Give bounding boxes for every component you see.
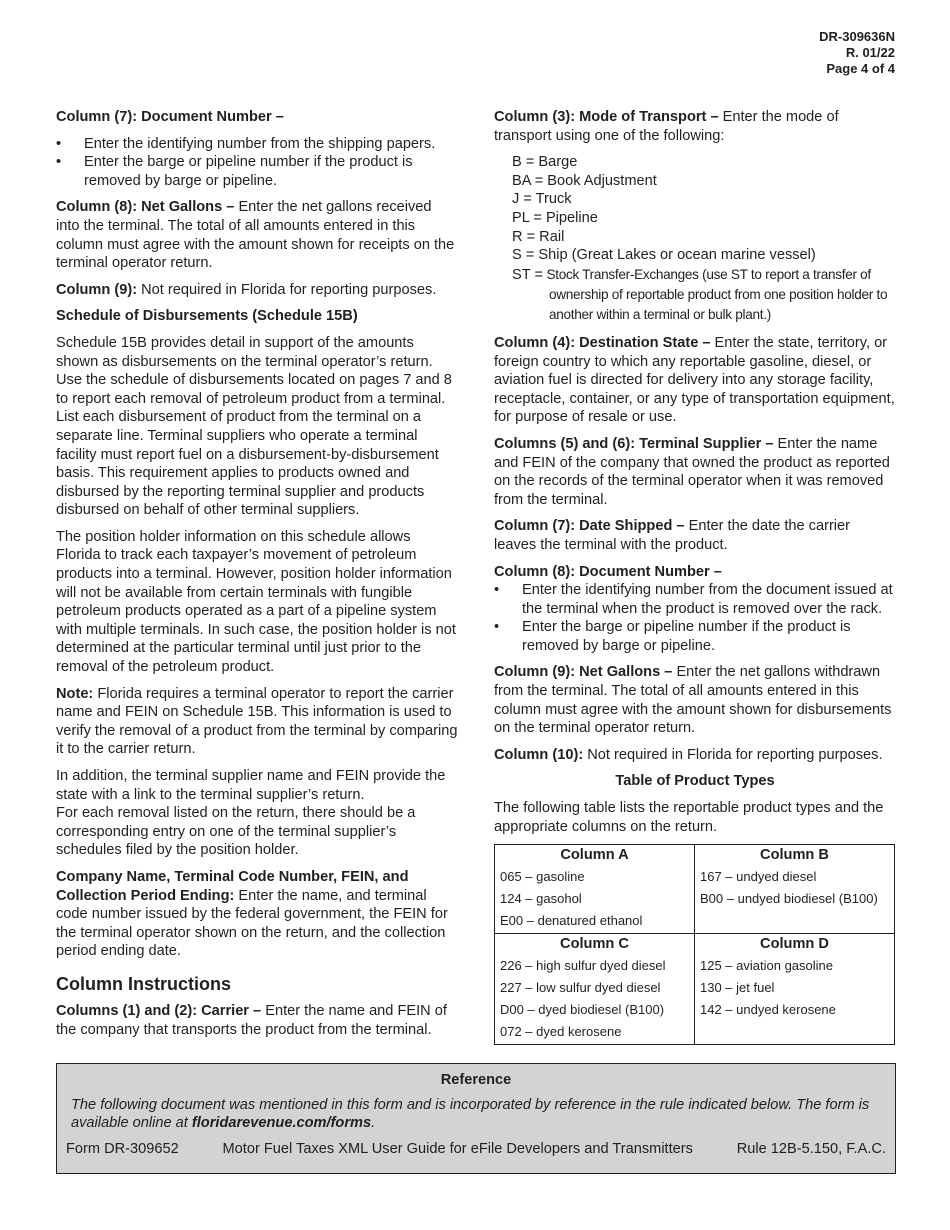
- column-b-header: Column B: [760, 847, 829, 864]
- list-item: 226 – high sulfur dyed diesel: [500, 958, 666, 974]
- left-column: [56, 108, 458, 1047]
- column-a-header: Column A: [560, 847, 629, 864]
- list-item: PL = Pipeline: [512, 209, 598, 226]
- reference-text: [66, 1096, 886, 1133]
- reference-period: .: [371, 1115, 376, 1132]
- col4-destination-paragraph: [494, 334, 896, 427]
- col7-label: Column (7): Date Shipped –: [494, 518, 685, 535]
- schedule-15b-heading: Schedule of Disbursements (Schedule 15B): [56, 308, 358, 325]
- company-label: Company Name, Terminal Code Number, FEIN, and Collection Period Ending:: [56, 868, 409, 904]
- list-item: E00 – denatured ethanol: [500, 913, 643, 929]
- col9-paragraph: [56, 281, 458, 300]
- addition-line-2: For each removal listed on the return, there should be a corresponding entry on one of the terminal supplier’s schedules filed by the position holder.: [56, 805, 416, 859]
- list-item: 142 – undyed kerosene: [700, 1002, 836, 1018]
- table-row: [495, 934, 895, 1045]
- col8-doc-number-heading: Column (8): Document Number –: [494, 563, 722, 580]
- column-c-cell: [495, 934, 695, 1045]
- col8-text: Enter the net gallons received into the terminal. The total of all amounts entered in this column must agree with the amount shown for receipts on the terminal operator return.: [56, 199, 455, 272]
- column-c-header: Column C: [560, 936, 629, 953]
- col56-supplier-paragraph: [494, 435, 896, 509]
- col10-paragraph: [494, 746, 896, 765]
- schedule-paragraph-1: Schedule 15B provides detail in support of the amounts shown as disbursements on the terminal operator’s return. Use the schedule of disbursements located on pages 7 and 8 to report each removal of petroleum product from a terminal. List each disbursement of product from the terminal on a separate line. Terminal suppliers who operate a terminal facility must report fuel on a disbursement-by-disbursement basis. This requirement applies to products owned and disbursed by the reporting terminal supplier and products disbursed on behalf of other terminal suppliers.: [56, 334, 452, 519]
- reference-box: [56, 1063, 896, 1174]
- form-revision: R. 01/22: [845, 45, 895, 60]
- page-number: Page 4 of 4: [826, 61, 895, 76]
- col8-bullet-list: [494, 581, 896, 655]
- product-types-heading: Table of Product Types: [615, 773, 775, 790]
- list-item: 125 – aviation gasoline: [700, 958, 833, 974]
- col8-label: Column (8): Net Gallons –: [56, 199, 235, 216]
- col9-text: Not required in Florida for reporting purposes.: [137, 281, 437, 298]
- col56-label: Columns (5) and (6): Terminal Supplier –: [494, 435, 774, 452]
- note-text: Florida requires a terminal operator to report the carrier name and FEIN on Schedule 15B. This information is used to verify the removal of a product from the terminal by comparing it to the carrier return.: [56, 685, 458, 758]
- col7-doc-number-heading: Column (7): Document Number –: [56, 109, 284, 125]
- list-item: J = Truck: [512, 191, 572, 208]
- list-item: • Enter the identifying number from the shipping papers.: [56, 135, 458, 154]
- reference-form: Form DR-309652: [66, 1140, 179, 1157]
- reference-intro: The following document was mentioned in this form and is incorporated by reference in the rule indicated below. The form is available online at: [71, 1096, 870, 1132]
- list-item: 167 – undyed diesel: [700, 869, 817, 885]
- list-item: 227 – low sulfur dyed diesel: [500, 980, 661, 996]
- reference-url: floridarevenue.com/forms: [191, 1115, 372, 1132]
- reference-description: Motor Fuel Taxes XML User Guide for eFile Developers and Transmitters: [222, 1140, 693, 1157]
- col10-text: Not required in Florida for reporting purposes.: [583, 746, 883, 763]
- form-header: [819, 29, 895, 77]
- note-label: Note:: [56, 685, 94, 702]
- list-item: 065 – gasoline: [500, 869, 585, 885]
- form-number: DR-309636N: [819, 29, 895, 44]
- col7-bullet-list: [56, 135, 458, 191]
- list-item: S = Ship (Great Lakes or ocean marine vessel): [512, 247, 816, 264]
- list-item: B00 – undyed biodiesel (B100): [700, 891, 878, 907]
- reference-title: Reference: [440, 1072, 512, 1088]
- company-paragraph: [56, 868, 458, 961]
- col10-label: Column (10):: [494, 746, 584, 763]
- col7-date-paragraph: [494, 517, 896, 554]
- col9-label: Column (9):: [56, 281, 138, 298]
- col12-carrier-paragraph: [56, 1002, 458, 1039]
- reference-rule: Rule 12B-5.150, F.A.C.: [736, 1140, 886, 1157]
- list-item: • Enter the identifying number from the document issued at the terminal when the product is removed over the rack.: [494, 581, 896, 618]
- addition-line-1: In addition, the terminal supplier name and FEIN provide the state with a link to the terminal supplier’s return.: [56, 768, 446, 803]
- reference-row: [66, 1140, 886, 1159]
- note-paragraph: [56, 685, 458, 759]
- st-code: ST =: [512, 266, 543, 283]
- col9-label: Column (9): Net Gallons –: [494, 664, 673, 681]
- column-a-cell: [495, 845, 695, 934]
- schedule-paragraph-2: The position holder information on this schedule allows Florida to track each taxpayer’s movement of petroleum products into a terminal. However, position holder information will not be available from certain terminals with fungible petroleum products operated as a part of a pipeline system with multiple terminals. In such case, the position holder is not determined at the particular terminal until just prior to the removal of the petroleum product.: [56, 528, 456, 676]
- col9-text: Enter the net gallons withdrawn from the terminal. The total of all amounts entered in this column must agree with the amount shown for disbursements on the terminal operator return.: [494, 664, 892, 737]
- addition-paragraph: [56, 767, 458, 860]
- col3-mode-paragraph: [494, 108, 896, 145]
- st-text: Stock Transfer-Exchanges (use ST to report a transfer of ownership of reportable product from one position holder to another within a terminal or bulk plant.): [546, 266, 888, 322]
- col8-net-gallons-paragraph: [56, 198, 458, 272]
- column-instructions-heading: Column Instructions: [56, 973, 231, 994]
- column-d-header: Column D: [760, 936, 829, 953]
- list-item: 130 – jet fuel: [700, 980, 775, 996]
- col56-text: Enter the name and FEIN of the company that owned the product as reported on the records of the terminal operator when it was removed from the terminal.: [494, 435, 890, 508]
- list-item: B = Barge: [512, 154, 578, 171]
- col3-label: Column (3): Mode of Transport –: [494, 109, 719, 125]
- list-item: 072 – dyed kerosene: [500, 1024, 622, 1040]
- list-item: • Enter the barge or pipeline number if the product is removed by barge or pipeline.: [56, 153, 458, 190]
- col12-text: Enter the name and FEIN of the company that transports the product from the terminal.: [56, 1002, 447, 1038]
- column-d-cell: [695, 934, 895, 1045]
- col4-label: Column (4): Destination State –: [494, 334, 711, 351]
- list-item: BA = Book Adjustment: [512, 172, 657, 189]
- col12-label: Columns (1) and (2): Carrier –: [56, 1002, 262, 1019]
- right-column: [494, 108, 896, 1045]
- list-item: 124 – gasohol: [500, 891, 582, 907]
- col7-text: Enter the date the carrier leaves the terminal with the product.: [494, 518, 851, 553]
- list-item: [512, 265, 896, 324]
- col3-text: Enter the mode of transport using one of the following:: [494, 109, 839, 144]
- table-row: [495, 845, 895, 934]
- table-intro: The following table lists the reportable product types and the appropriate columns on the return.: [494, 800, 884, 835]
- list-item: R = Rail: [512, 228, 565, 245]
- list-item: D00 – dyed biodiesel (B100): [500, 1002, 665, 1018]
- column-b-cell: [695, 845, 895, 934]
- list-item: • Enter the barge or pipeline number if the product is removed by barge or pipeline.: [494, 618, 896, 655]
- product-types-table: [494, 844, 895, 1045]
- col4-text: Enter the state, territory, or foreign country to which any reportable gasoline, diesel, or aviation fuel is directed for delivery into any storage facility, receptacle, container, or any type of transportation equipment, for purpose of resale or use.: [494, 334, 895, 426]
- transport-code-list: [512, 153, 896, 324]
- col9-net-gallons-paragraph: [494, 663, 896, 737]
- company-text: Enter the name, and terminal code number issued by the federal government, the FEIN for the terminal operator shown on the return, and the collection period ending date.: [56, 887, 448, 960]
